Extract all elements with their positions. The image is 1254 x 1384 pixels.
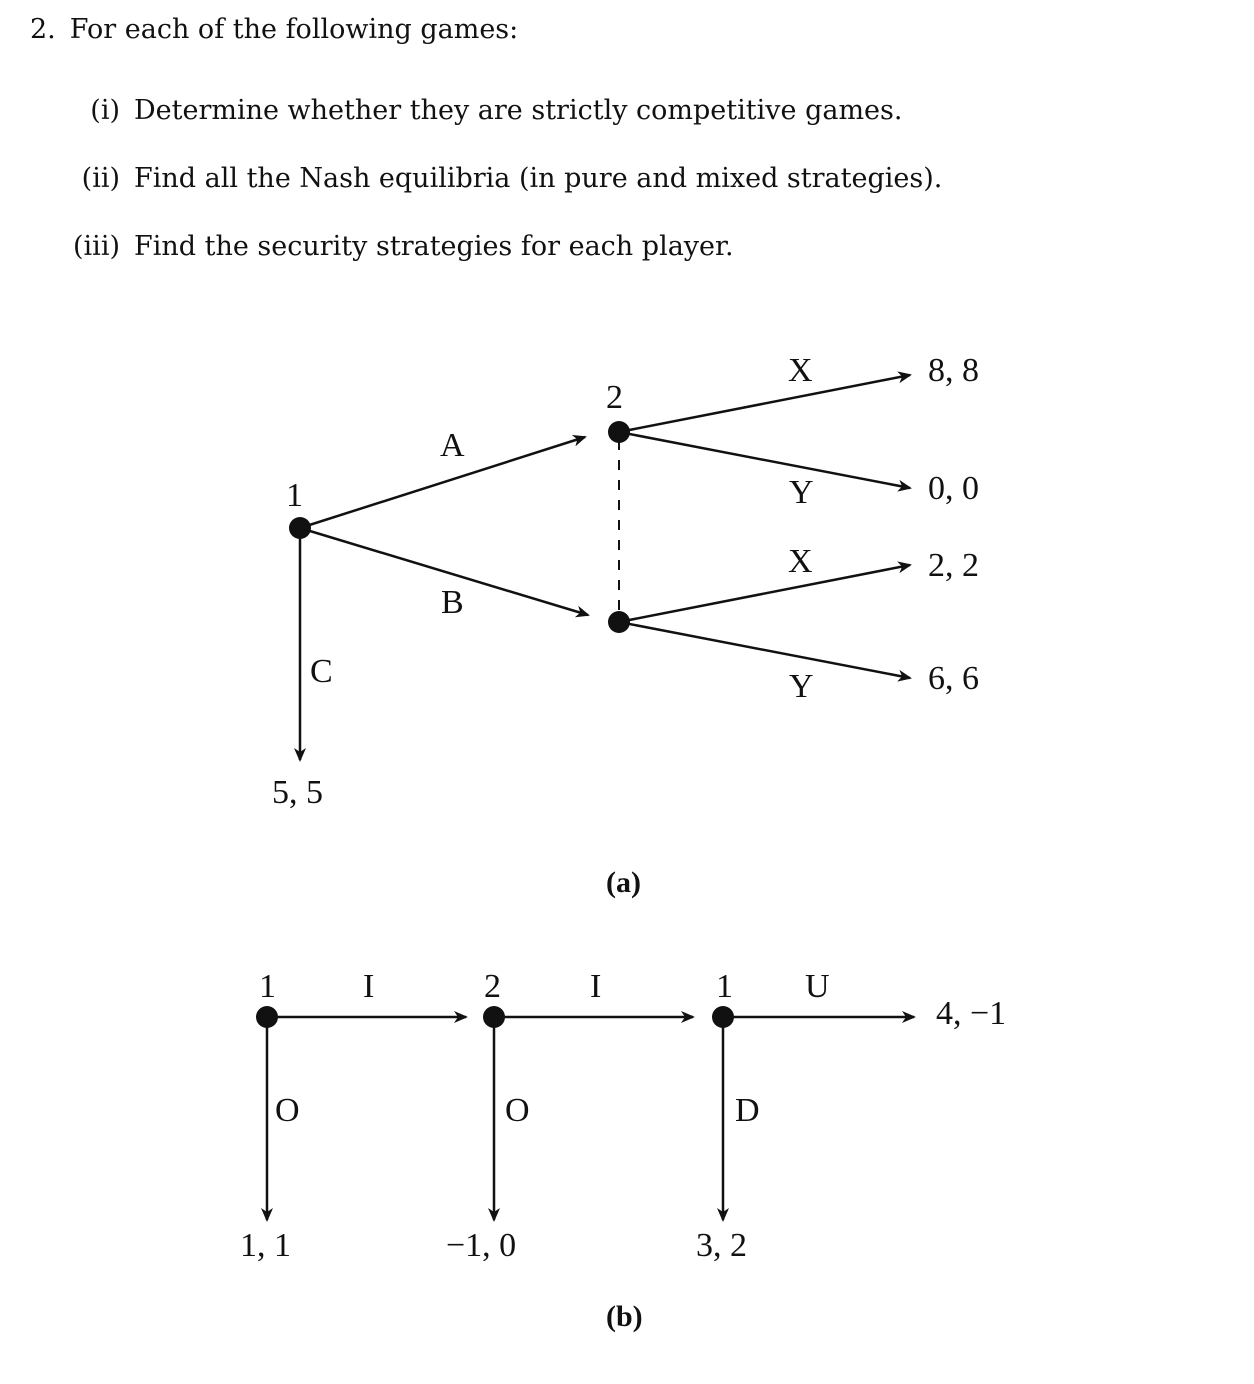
payoff-o2: −1, 0 (446, 1227, 517, 1264)
payoff-c: 5, 5 (272, 774, 323, 811)
action-i2-label: I (590, 968, 602, 1005)
payoff-o1: 1, 1 (240, 1227, 291, 1264)
edge-bottom-x (619, 565, 910, 622)
edge-top-y (619, 432, 910, 488)
node-b1-label: 1 (259, 968, 276, 1005)
node-b1 (256, 1006, 278, 1028)
part-text: Determine whether they are strictly competitive games. (134, 95, 903, 126)
node-player2-bottom (608, 611, 630, 633)
part-label: (ii) (81, 163, 120, 194)
action-a-label: A (440, 427, 465, 464)
node-b2 (483, 1006, 505, 1028)
player1-label-a: 1 (286, 477, 303, 514)
payoff-top-x: 8, 8 (928, 352, 979, 389)
part-text: Find the security strategies for each player. (134, 231, 734, 262)
question-intro: For each of the following games: (69, 14, 519, 45)
caption-a: (a) (606, 866, 641, 899)
node-b3 (712, 1006, 734, 1028)
action-d-label: D (735, 1092, 760, 1129)
part-text: Find all the Nash equilibria (in pure and mixed strategies). (134, 163, 943, 194)
payoff-bottom-x: 2, 2 (928, 547, 979, 584)
payoff-bottom-y: 6, 6 (928, 660, 979, 697)
action-top-y-label: Y (789, 474, 814, 511)
player2-label-a: 2 (606, 379, 623, 416)
action-o2-label: O (505, 1092, 530, 1129)
edge-top-x (619, 375, 910, 432)
node-player1-a (289, 517, 311, 539)
action-bottom-y-label: Y (789, 668, 814, 705)
action-o1-label: O (275, 1092, 300, 1129)
payoff-d: 3, 2 (696, 1227, 747, 1264)
action-b-label: B (441, 584, 464, 621)
part-label: (iii) (73, 231, 120, 262)
node-b3-label: 1 (716, 968, 733, 1005)
action-u-label: U (805, 968, 830, 1005)
node-player2-top (608, 421, 630, 443)
caption-b: (b) (606, 1300, 643, 1333)
action-top-x-label: X (788, 352, 813, 389)
action-c-label: C (310, 653, 333, 690)
node-b2-label: 2 (484, 968, 501, 1005)
game-a-tree (272, 352, 979, 899)
payoff-top-y: 0, 0 (928, 470, 979, 507)
edge-bottom-y (619, 622, 910, 678)
game-b-tree (240, 968, 1006, 1333)
action-bottom-x-label: X (788, 543, 813, 580)
part-label: (i) (90, 95, 120, 126)
action-i1-label: I (363, 968, 375, 1005)
payoff-u: 4, −1 (936, 995, 1007, 1032)
question-number: 2. (30, 14, 56, 45)
